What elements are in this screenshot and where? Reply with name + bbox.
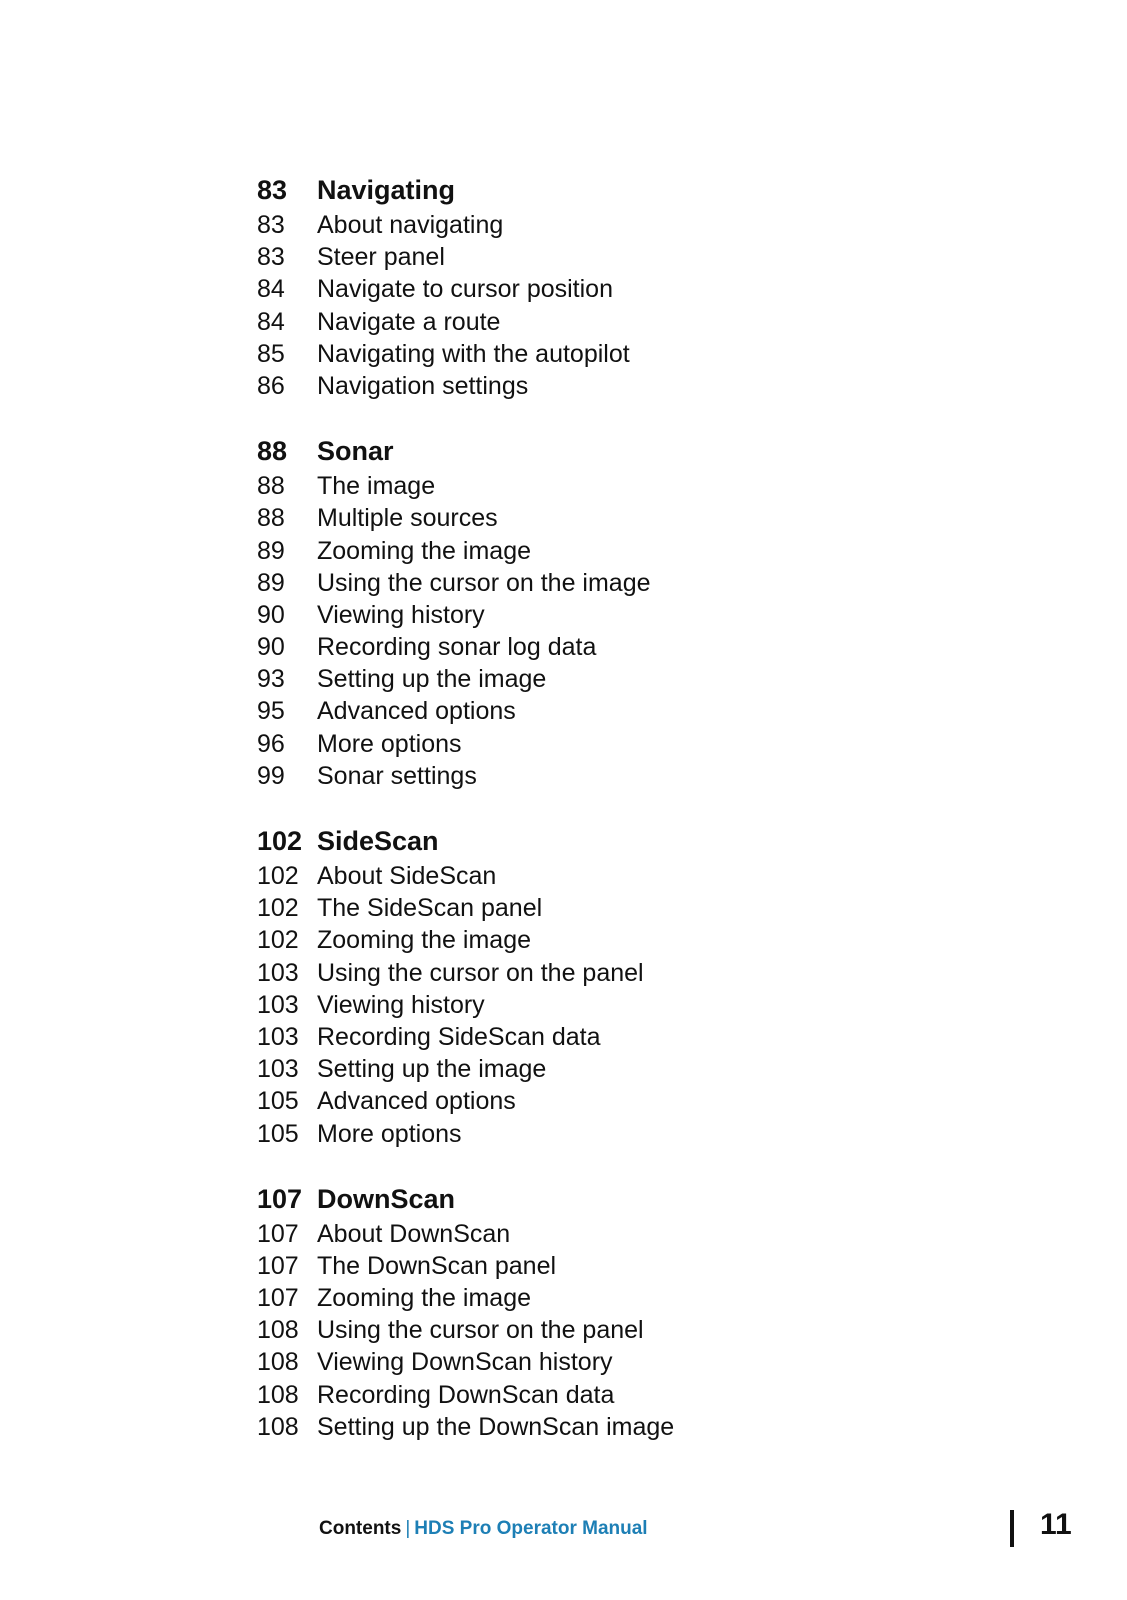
page-footer: [319, 1518, 648, 1540]
toc-entry-page-number: 90: [257, 600, 285, 629]
toc-entry[interactable]: [257, 1282, 957, 1314]
toc-entry[interactable]: [257, 1314, 957, 1346]
toc-entry-title: Advanced options: [317, 1087, 516, 1116]
toc-entry[interactable]: [257, 924, 957, 956]
toc-entry[interactable]: [257, 1346, 957, 1378]
toc-entry-page-number: 84: [257, 275, 285, 304]
toc-entry-title: Setting up the image: [317, 665, 547, 694]
toc-entry[interactable]: [257, 306, 957, 338]
toc-entry-title: Viewing DownScan history: [317, 1348, 613, 1377]
toc-entry-title: Using the cursor on the image: [317, 568, 651, 597]
toc-entry-page-number: 107: [257, 1219, 299, 1248]
toc-heading-title: DownScan: [317, 1183, 456, 1214]
toc-entry[interactable]: [257, 1250, 957, 1282]
toc-entry[interactable]: [257, 1118, 957, 1150]
toc-entry-page-number: 88: [257, 504, 285, 533]
toc-entry-title: Advanced options: [317, 697, 516, 726]
toc-entry-title: About SideScan: [317, 862, 497, 890]
toc-entry-title: Using the cursor on the panel: [317, 958, 644, 987]
toc-entry-title: Navigating with the autopilot: [317, 339, 630, 368]
toc-heading-title: SideScan: [317, 826, 439, 856]
toc-entry-title: The SideScan panel: [317, 894, 543, 923]
toc-entry-title: More options: [317, 1119, 462, 1148]
toc-entry-title: Navigate to cursor position: [317, 275, 613, 304]
toc-entry-page-number: 84: [257, 307, 285, 336]
toc-section: [257, 171, 957, 402]
toc-entry-page-number: 83: [257, 211, 285, 239]
toc-entry[interactable]: [257, 241, 957, 273]
toc-heading-page-number: 83: [257, 175, 288, 205]
toc-section: [257, 822, 957, 1150]
toc-section-heading[interactable]: [257, 822, 957, 860]
toc-section: [257, 432, 957, 792]
toc-entry[interactable]: [257, 957, 957, 989]
toc-entry[interactable]: [257, 1379, 957, 1411]
toc-entry-title: Navigation settings: [317, 371, 529, 400]
footer-separator: |: [405, 1518, 411, 1539]
toc-entry-page-number: 108: [257, 1412, 299, 1441]
toc-entry[interactable]: [257, 1218, 957, 1250]
toc-entry-title: Zooming the image: [317, 536, 532, 565]
toc-entry-page-number: 89: [257, 568, 285, 597]
toc-entry-page-number: 90: [257, 633, 285, 662]
toc-entry-page-number: 89: [257, 536, 285, 565]
toc-entry-page-number: 103: [257, 1022, 299, 1051]
toc-entry[interactable]: [257, 728, 957, 760]
toc-entry-title: The image: [317, 472, 436, 501]
toc-entry[interactable]: [257, 860, 957, 892]
toc-section: [257, 1180, 957, 1443]
toc-entry[interactable]: [257, 892, 957, 924]
toc-entry-page-number: 96: [257, 729, 285, 758]
toc-entry[interactable]: [257, 535, 957, 567]
toc-entry-page-number: 86: [257, 371, 285, 400]
toc-entry-page-number: 108: [257, 1380, 299, 1409]
toc-entry-title: Setting up the image: [317, 1055, 547, 1084]
toc-entry[interactable]: [257, 1085, 957, 1117]
toc-entry-title: Using the cursor on the panel: [317, 1316, 644, 1345]
toc-entry-page-number: 102: [257, 926, 299, 955]
footer-manual-title: HDS Pro Operator Manual: [414, 1518, 648, 1539]
toc-entry[interactable]: [257, 663, 957, 695]
toc-entry[interactable]: [257, 1021, 957, 1053]
toc-entry[interactable]: [257, 695, 957, 727]
toc-entry[interactable]: [257, 273, 957, 305]
toc-entry-page-number: 107: [257, 1284, 299, 1313]
toc-entry[interactable]: [257, 1053, 957, 1085]
toc-entry-page-number: 108: [257, 1316, 299, 1345]
toc-entry-title: More options: [317, 729, 462, 758]
toc-entry-title: Viewing history: [317, 990, 485, 1019]
toc-entry-title: Steer panel: [317, 243, 445, 272]
toc-entry-page-number: 102: [257, 862, 299, 890]
toc-entry-page-number: 103: [257, 958, 299, 987]
toc-entry-title: The DownScan panel: [317, 1251, 557, 1280]
toc-entry[interactable]: [257, 209, 957, 241]
toc-entry-page-number: 105: [257, 1119, 299, 1148]
toc-entry-page-number: 108: [257, 1348, 299, 1377]
toc-entry-title: Recording sonar log data: [317, 633, 597, 662]
toc-entry[interactable]: [257, 1411, 957, 1443]
toc-entry-title: Setting up the DownScan image: [317, 1412, 675, 1441]
table-of-contents: [257, 171, 957, 1473]
toc-entry[interactable]: [257, 631, 957, 663]
toc-entry-title: Zooming the image: [317, 1284, 532, 1313]
page-number: 11: [1040, 1508, 1072, 1541]
toc-entry-title: About navigating: [317, 211, 504, 239]
toc-heading-title: Navigating: [317, 175, 456, 205]
toc-entry-page-number: 85: [257, 339, 285, 368]
toc-entry-title: Recording SideScan data: [317, 1022, 601, 1051]
toc-entry-page-number: 93: [257, 665, 285, 694]
toc-entry-page-number: 88: [257, 472, 285, 501]
toc-entry[interactable]: [257, 989, 957, 1021]
toc-heading-page-number: 102: [257, 826, 303, 856]
toc-section-heading[interactable]: [257, 1180, 957, 1218]
toc-heading-page-number: 88: [257, 436, 288, 467]
toc-entry-title: Multiple sources: [317, 504, 498, 533]
toc-entry[interactable]: [257, 338, 957, 370]
toc-entry-title: About DownScan: [317, 1219, 511, 1248]
toc-entry-title: Viewing history: [317, 600, 485, 629]
toc-entry-title: Navigate a route: [317, 307, 501, 336]
toc-entry[interactable]: [257, 470, 957, 502]
toc-entry-page-number: 83: [257, 243, 285, 272]
toc-entry[interactable]: [257, 760, 957, 792]
toc-entry-page-number: 102: [257, 894, 299, 923]
page-number-bar: [1010, 1510, 1014, 1547]
toc-entry-title: Sonar settings: [317, 761, 477, 790]
toc-entry-title: Recording DownScan data: [317, 1380, 615, 1409]
toc-entry[interactable]: [257, 502, 957, 534]
toc-section-heading[interactable]: [257, 432, 957, 470]
toc-heading-page-number: 107: [257, 1183, 303, 1214]
toc-heading-title: Sonar: [317, 436, 394, 467]
toc-entry[interactable]: [257, 370, 957, 402]
toc-entry[interactable]: [257, 599, 957, 631]
toc-entry[interactable]: [257, 567, 957, 599]
toc-entry-page-number: 99: [257, 761, 285, 790]
toc-entry-page-number: 103: [257, 990, 299, 1019]
toc-entry-title: Zooming the image: [317, 926, 532, 955]
toc-entry-page-number: 105: [257, 1087, 299, 1116]
toc-entry-page-number: 103: [257, 1055, 299, 1084]
toc-entry-page-number: 95: [257, 697, 285, 726]
toc-section-heading[interactable]: [257, 171, 957, 209]
toc-entry-page-number: 107: [257, 1251, 299, 1280]
footer-contents-label: Contents: [319, 1518, 402, 1539]
